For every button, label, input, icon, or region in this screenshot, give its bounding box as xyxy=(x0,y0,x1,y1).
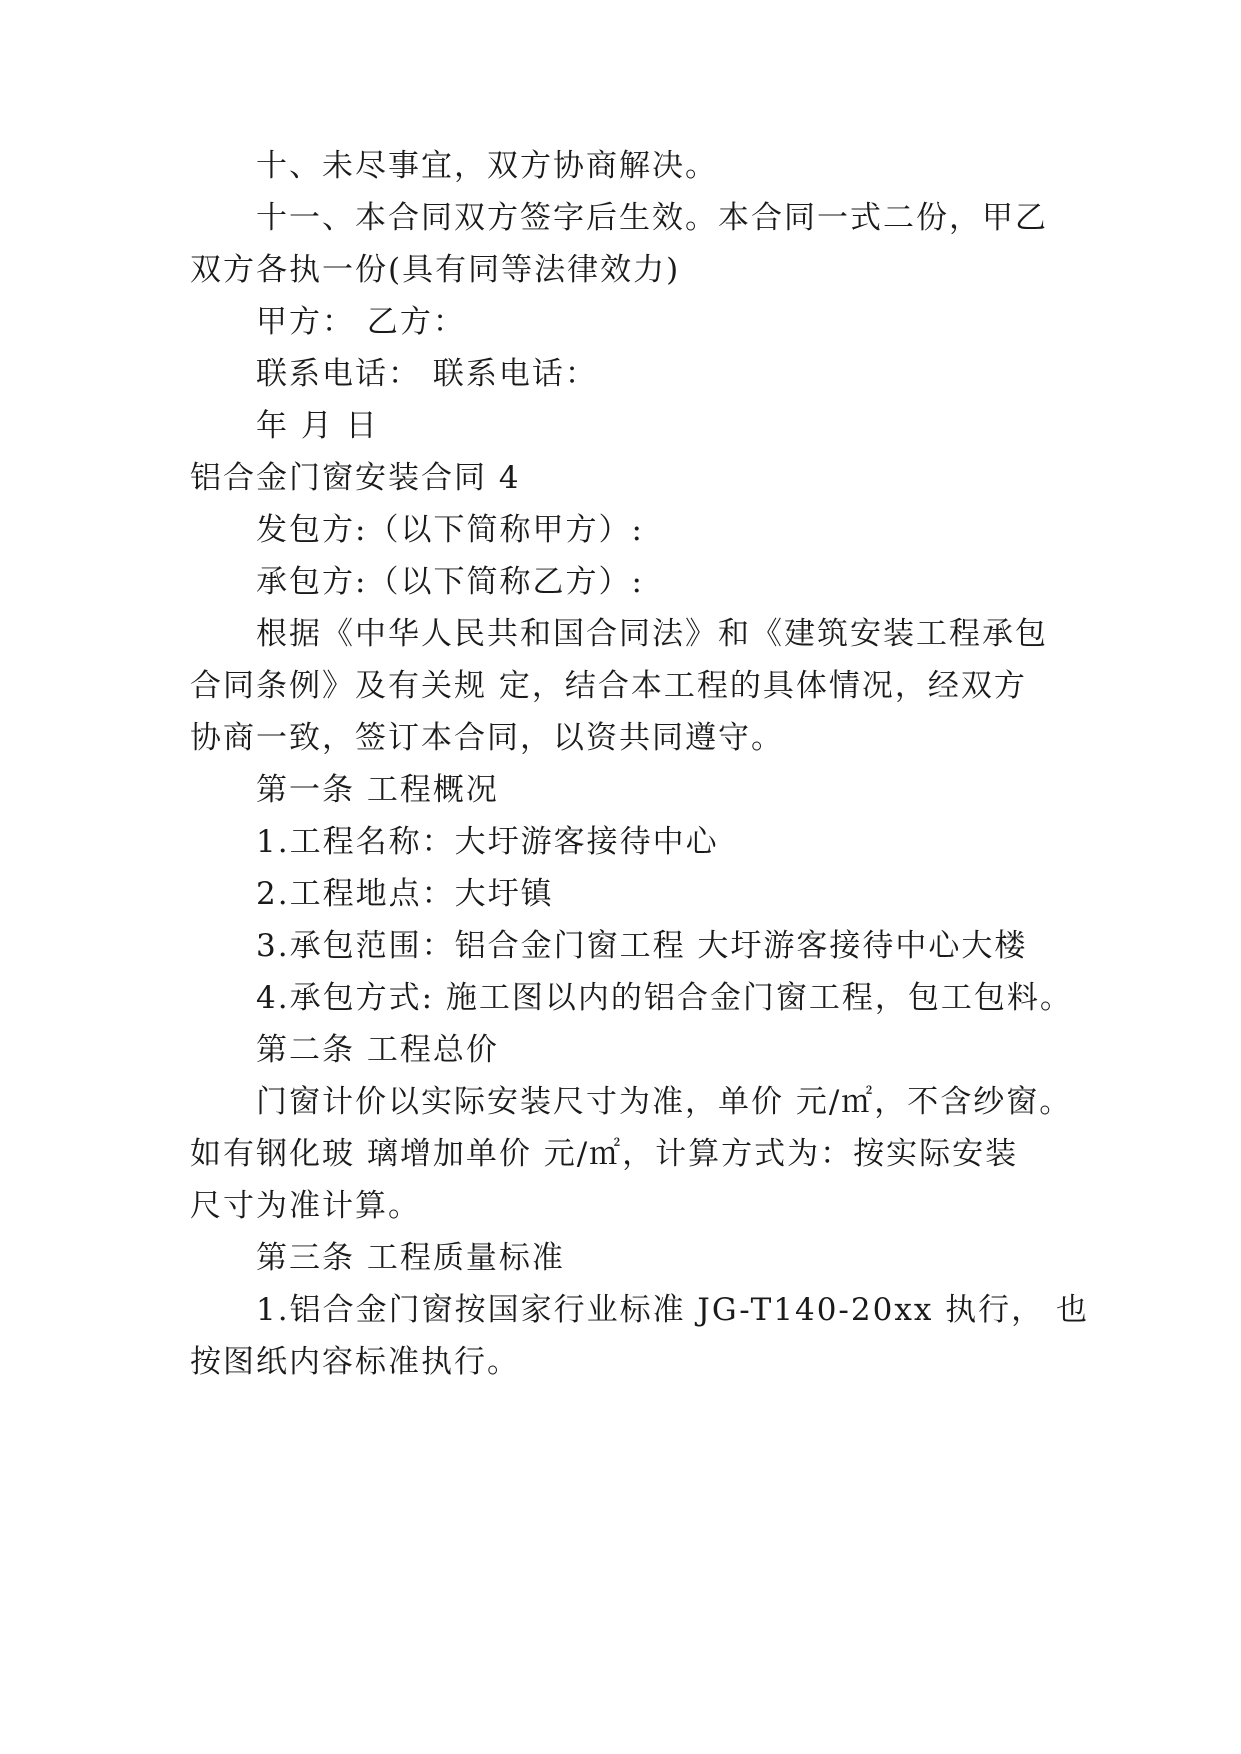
quality-standard-line-2: 按图纸内容标准执行。 xyxy=(190,1344,520,1380)
pricing-line-2: 如有钢化玻 璃增加单价 元/㎡，计算方式为：按实际安装 xyxy=(190,1136,1019,1172)
quality-standard-line-1: 1.铝合金门窗按国家行业标准 JG-T140-20xx 执行， 也 xyxy=(256,1292,1090,1328)
date-line: 年 月 日 xyxy=(256,408,379,444)
contract-method: 4.承包方式: 施工图以内的铝合金门窗工程，包工包料。 xyxy=(256,980,1073,1016)
article-3-heading: 第三条 工程质量标准 xyxy=(256,1240,565,1276)
contractor-line: 承包方:（以下简称乙方）: xyxy=(256,564,644,600)
pricing-line-3: 尺寸为准计算。 xyxy=(190,1188,421,1224)
contract-title: 铝合金门窗安装合同 4 xyxy=(190,460,521,496)
preamble-line-3: 协商一致，签订本合同，以资共同遵守。 xyxy=(190,720,784,756)
contract-scope: 3.承包范围：铝合金门窗工程 大圩游客接待中心大楼 xyxy=(256,928,1028,964)
employer-line: 发包方:（以下简称甲方）: xyxy=(256,512,644,548)
project-name: 1.工程名称：大圩游客接待中心 xyxy=(256,824,719,860)
article-1-heading: 第一条 工程概况 xyxy=(256,772,499,808)
article-2-heading: 第二条 工程总价 xyxy=(256,1032,499,1068)
preamble-line-2: 合同条例》及有关规 定，结合本工程的具体情况，经双方 xyxy=(190,668,1027,704)
clause-11-line-2: 双方各执一份(具有同等法律效力) xyxy=(190,252,681,288)
project-location: 2.工程地点：大圩镇 xyxy=(256,876,554,912)
contact-phones: 联系电话： 联系电话： xyxy=(256,356,598,392)
clause-11-line-1: 十一、本合同双方签字后生效。本合同一式二份，甲乙 xyxy=(256,200,1048,236)
clause-10: 十、未尽事宜，双方协商解决。 xyxy=(256,148,718,184)
party-signatures: 甲方： 乙方： xyxy=(256,304,466,340)
pricing-line-1: 门窗计价以实际安装尺寸为准，单价 元/㎡，不含纱窗。 xyxy=(256,1084,1073,1120)
preamble-line-1: 根据《中华人民共和国合同法》和《建筑安装工程承包 xyxy=(256,616,1048,652)
